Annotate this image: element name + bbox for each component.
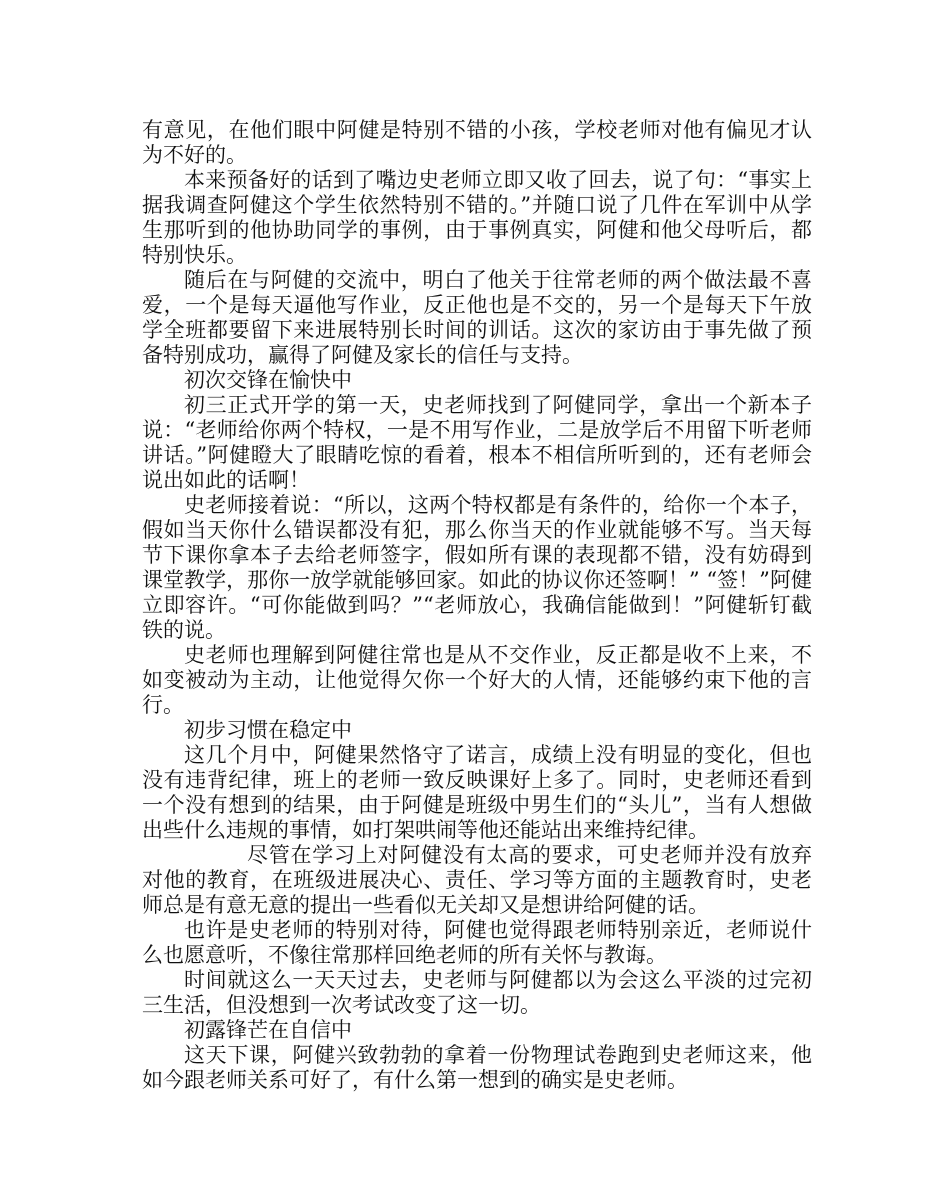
- paragraph: 这天下课，阿健兴致勃勃的拿着一份物理试卷跑到史老师这来，他如今跟老师关系可好了，有什么第一想到的确实是史老师。: [142, 1043, 812, 1092]
- paragraph: 有意见，在他们眼中阿健是特别不错的小孩，学校老师对他有偏见才认为不好的。: [142, 118, 812, 167]
- document-page: [142, 118, 812, 1093]
- paragraph: 本来预备好的话到了嘴边史老师立即又收了回去，说了句：“事实上据我调查阿健这个学生依然特别不错的。”并随口说了几件在军训中从学生那听到的他协助同学的事例，由于事例真实，阿健和他父母听后，都特别快乐。: [142, 168, 812, 267]
- paragraph: 随后在与阿健的交流中，明白了他关于往常老师的两个做法最不喜爱，一个是每天逼他写作业，反正他也是不交的，另一个是每天下午放学全班都要留下来进展特别长时间的训话。这次的家访由于事先做了预备特别成功，赢得了阿健及家长的信任与支持。: [142, 268, 812, 367]
- paragraph: 史老师接着说：“所以，这两个特权都是有条件的，给你一个本子，假如当天你什么错误都没有犯，那么你当天的作业就能够不写。当天每节下课你拿本子去给老师签字，假如所有课的表现都不错，没有妨碍到课堂教学，那你一放学就能够回家。如此的协议你还签啊！” “签！”阿健立即容许。“可你能做到吗？”“老师放心，我确信能做到！”阿健斩钉截铁的说。: [142, 493, 812, 642]
- paragraph: 这几个月中，阿健果然恪守了诺言，成绩上没有明显的变化，但也没有违背纪律，班上的老师一致反映课好上多了。同时，史老师还看到一个没有想到的结果，由于阿健是班级中男生们的“头儿”，当有人想做出些什么违规的事情，如打架哄闹等他还能站出来维持纪律。: [142, 743, 812, 842]
- section-heading: 初次交锋在愉快中: [184, 368, 352, 392]
- paragraph: 史老师也理解到阿健往常也是从不交作业，反正都是收不上来，不如变被动为主动，让他觉得欠你一个好大的人情，还能够约束下他的言行。: [142, 643, 812, 717]
- section-heading: 初步习惯在稳定中: [184, 718, 352, 742]
- paragraph: 初三正式开学的第一天，史老师找到了阿健同学，拿出一个新本子说：“老师给你两个特权，一是不用写作业，二是放学后不用留下听老师讲话。”阿健瞪大了眼睛吃惊的看着，根本不相信所听到的，还有老师会说出如此的话啊！: [142, 393, 812, 492]
- paragraph: 尽管在学习上对阿健没有太高的要求，可史老师并没有放弃对他的教育，在班级进展决心、责任、学习等方面的主题教育时，史老师总是有意无意的提出一些看似无关却又是想讲给阿健的话。: [142, 843, 812, 917]
- paragraph: 也许是史老师的特别对待，阿健也觉得跟老师特别亲近，老师说什么也愿意听，不像往常那样回绝老师的所有关怀与教诲。: [142, 918, 812, 967]
- section-heading: 初露锋芒在自信中: [184, 1018, 352, 1042]
- paragraph: 时间就这么一天天过去，史老师与阿健都以为会这么平淡的过完初三生活，但没想到一次考试改变了这一切。: [142, 968, 812, 1017]
